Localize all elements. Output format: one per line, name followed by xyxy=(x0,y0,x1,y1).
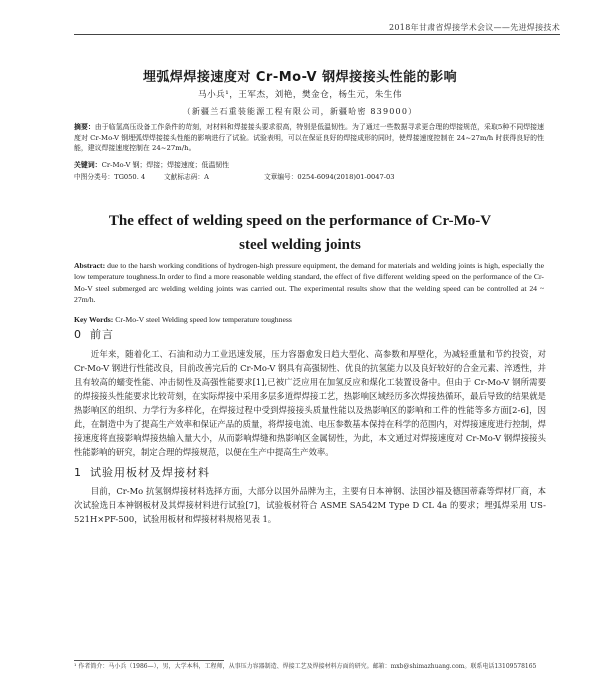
intro-section-body xyxy=(74,347,546,459)
article-number: 文章编号：0254-6094(2018)01-0047-03 xyxy=(264,173,395,181)
keywords-en-text: Cr-Mo-V steel Welding speed low temperature toughness xyxy=(115,315,292,324)
abstract-cn-text: 由于临氢高压设备工作条件的苛刻，对材料和焊接接头要求很高，特别是低温韧性。为了通过一些数据寻求更合理的焊接规范，采取5种不同焊接速度对 Cr-Mo-V 钢埋弧焊焊接接头性能的影响进行了试验。试验表明，可以在保证良好的焊接成形的同时，使焊接速度控制在 24~27m/h 时获得良好的性能，建议焊接速度控制在 24~27m/h。 xyxy=(74,123,544,152)
section-0-title: 前言 xyxy=(90,328,114,341)
abstract-en-label: Abstract: xyxy=(74,261,106,270)
abstract-chinese xyxy=(74,122,544,154)
keywords-chinese xyxy=(74,159,544,169)
section-0-number: 0 xyxy=(74,328,82,341)
materials-section-body xyxy=(74,484,546,526)
section-heading-0 xyxy=(74,326,114,342)
abstract-cn-label: 摘要： xyxy=(74,123,95,131)
keywords-cn-text: Cr-Mo-V 钢；焊接；焊接速度；低温韧性 xyxy=(101,161,230,169)
section-1-title: 试验用板材及焊接材料 xyxy=(90,466,210,479)
materials-paragraph: 目前，Cr-Mo 抗氢钢焊接材料选择方面，大部分以国外品牌为主，主要有日本神钢、法国沙福及德国蒂森等焊材厂商，本次试验选日本神钢板材及其焊接材料进行试验[7]，试验板材符合 ASME SA542M Type D CL 4a 的要求；埋弧焊采用 US-521H×PF-500，试验用板材和焊接材料规格见表 1。 xyxy=(74,486,546,524)
running-head: 2018年甘肃省焊接学术会议——先进焊接技术 xyxy=(389,23,560,32)
keywords-english xyxy=(74,315,544,324)
author-list: 马小兵¹，王军杰，刘艳，樊金仓，杨生元，朱生伟 xyxy=(197,90,402,100)
section-heading-1 xyxy=(74,464,210,480)
title-english-line1: The effect of welding speed on the performance of Cr-Mo-V xyxy=(108,213,492,229)
clc-number: 中图分类号：TG050. 4 xyxy=(74,173,146,181)
keywords-cn-label: 关键词： xyxy=(74,161,102,169)
header-rule xyxy=(74,34,560,35)
keywords-en-label: Key Words: xyxy=(74,315,114,324)
title-chinese: 埋弧焊焊接速度对 Cr-Mo-V 钢焊接接头性能的影响 xyxy=(142,70,458,85)
abstract-english xyxy=(74,260,544,306)
footnote-rule xyxy=(74,660,224,661)
affiliation: （新疆兰石重装能源工程有限公司，新疆哈密 839000） xyxy=(182,107,418,116)
intro-paragraph: 近年来，随着化工、石油和动力工业迅速发展，压力容器愈发日趋大型化、高参数和厚壁化，为减轻重量和节约投资，对 Cr-Mo-V 钢进行性能改良，目前改善完后的 Cr-Mo-V 钢具有高强韧性、优良的抗氢能力以及良好较好的合金元素、淬透性，并且有较高的蠕变性能、冲击韧性及高强性能要求[1],已被广泛应用在加氢反应和煤化工装置设备中。但由于 Cr-Mo-V 钢所需要的焊接接头性能要求比较苛刻，在实际焊接中采用多层多道焊焊接工艺，热影响区域经历多次焊接热循环，最后导致的结果就是热影响区的组织、力学行为多样化，在焊接过程中受到焊接接头质量性能以及热影响区的影响和工件的性能等多方面[2-6]，因此，在制造中为了提高生产效率和保证产品的质量，将焊接电流、电压参数基本保持在科学的范围内，对焊接速度进行控制，焊接速度将直接影响焊接热输入量大小，从而影响焊缝和热影响区金属韧性，为此，本文通过对焊接速度对 Cr-Mo-V 钢焊接接头性能影响的研究，制定合理的焊接规范，以便在生产中提高生产效率。 xyxy=(74,349,546,457)
author-footnote: ¹ 作者简介：马小兵（1986—），男，大学本科，工程师，从事压力容器制造、焊接工艺及焊接材料方面的研究。邮箱：mxb@shimazhuang.com。联系电话13109578165 xyxy=(74,663,537,670)
section-1-number: 1 xyxy=(74,466,82,479)
title-english-line2: steel welding joints xyxy=(239,237,361,253)
abstract-en-text: due to the harsh working conditions of hydrogen-high pressure equipment, the demand for materials and welding joints is high, especially the low temperature toughness.In order to find a more reasonable welding standard, the effect of five different welding speed on the performance of the Cr-Mo-V steel submerged arc welding welding joints was carried out. The experimental results show that the welding speed can be controlled at 24 ~ 27m/h. xyxy=(74,261,544,305)
document-code: 文献标志码：A xyxy=(164,173,209,181)
